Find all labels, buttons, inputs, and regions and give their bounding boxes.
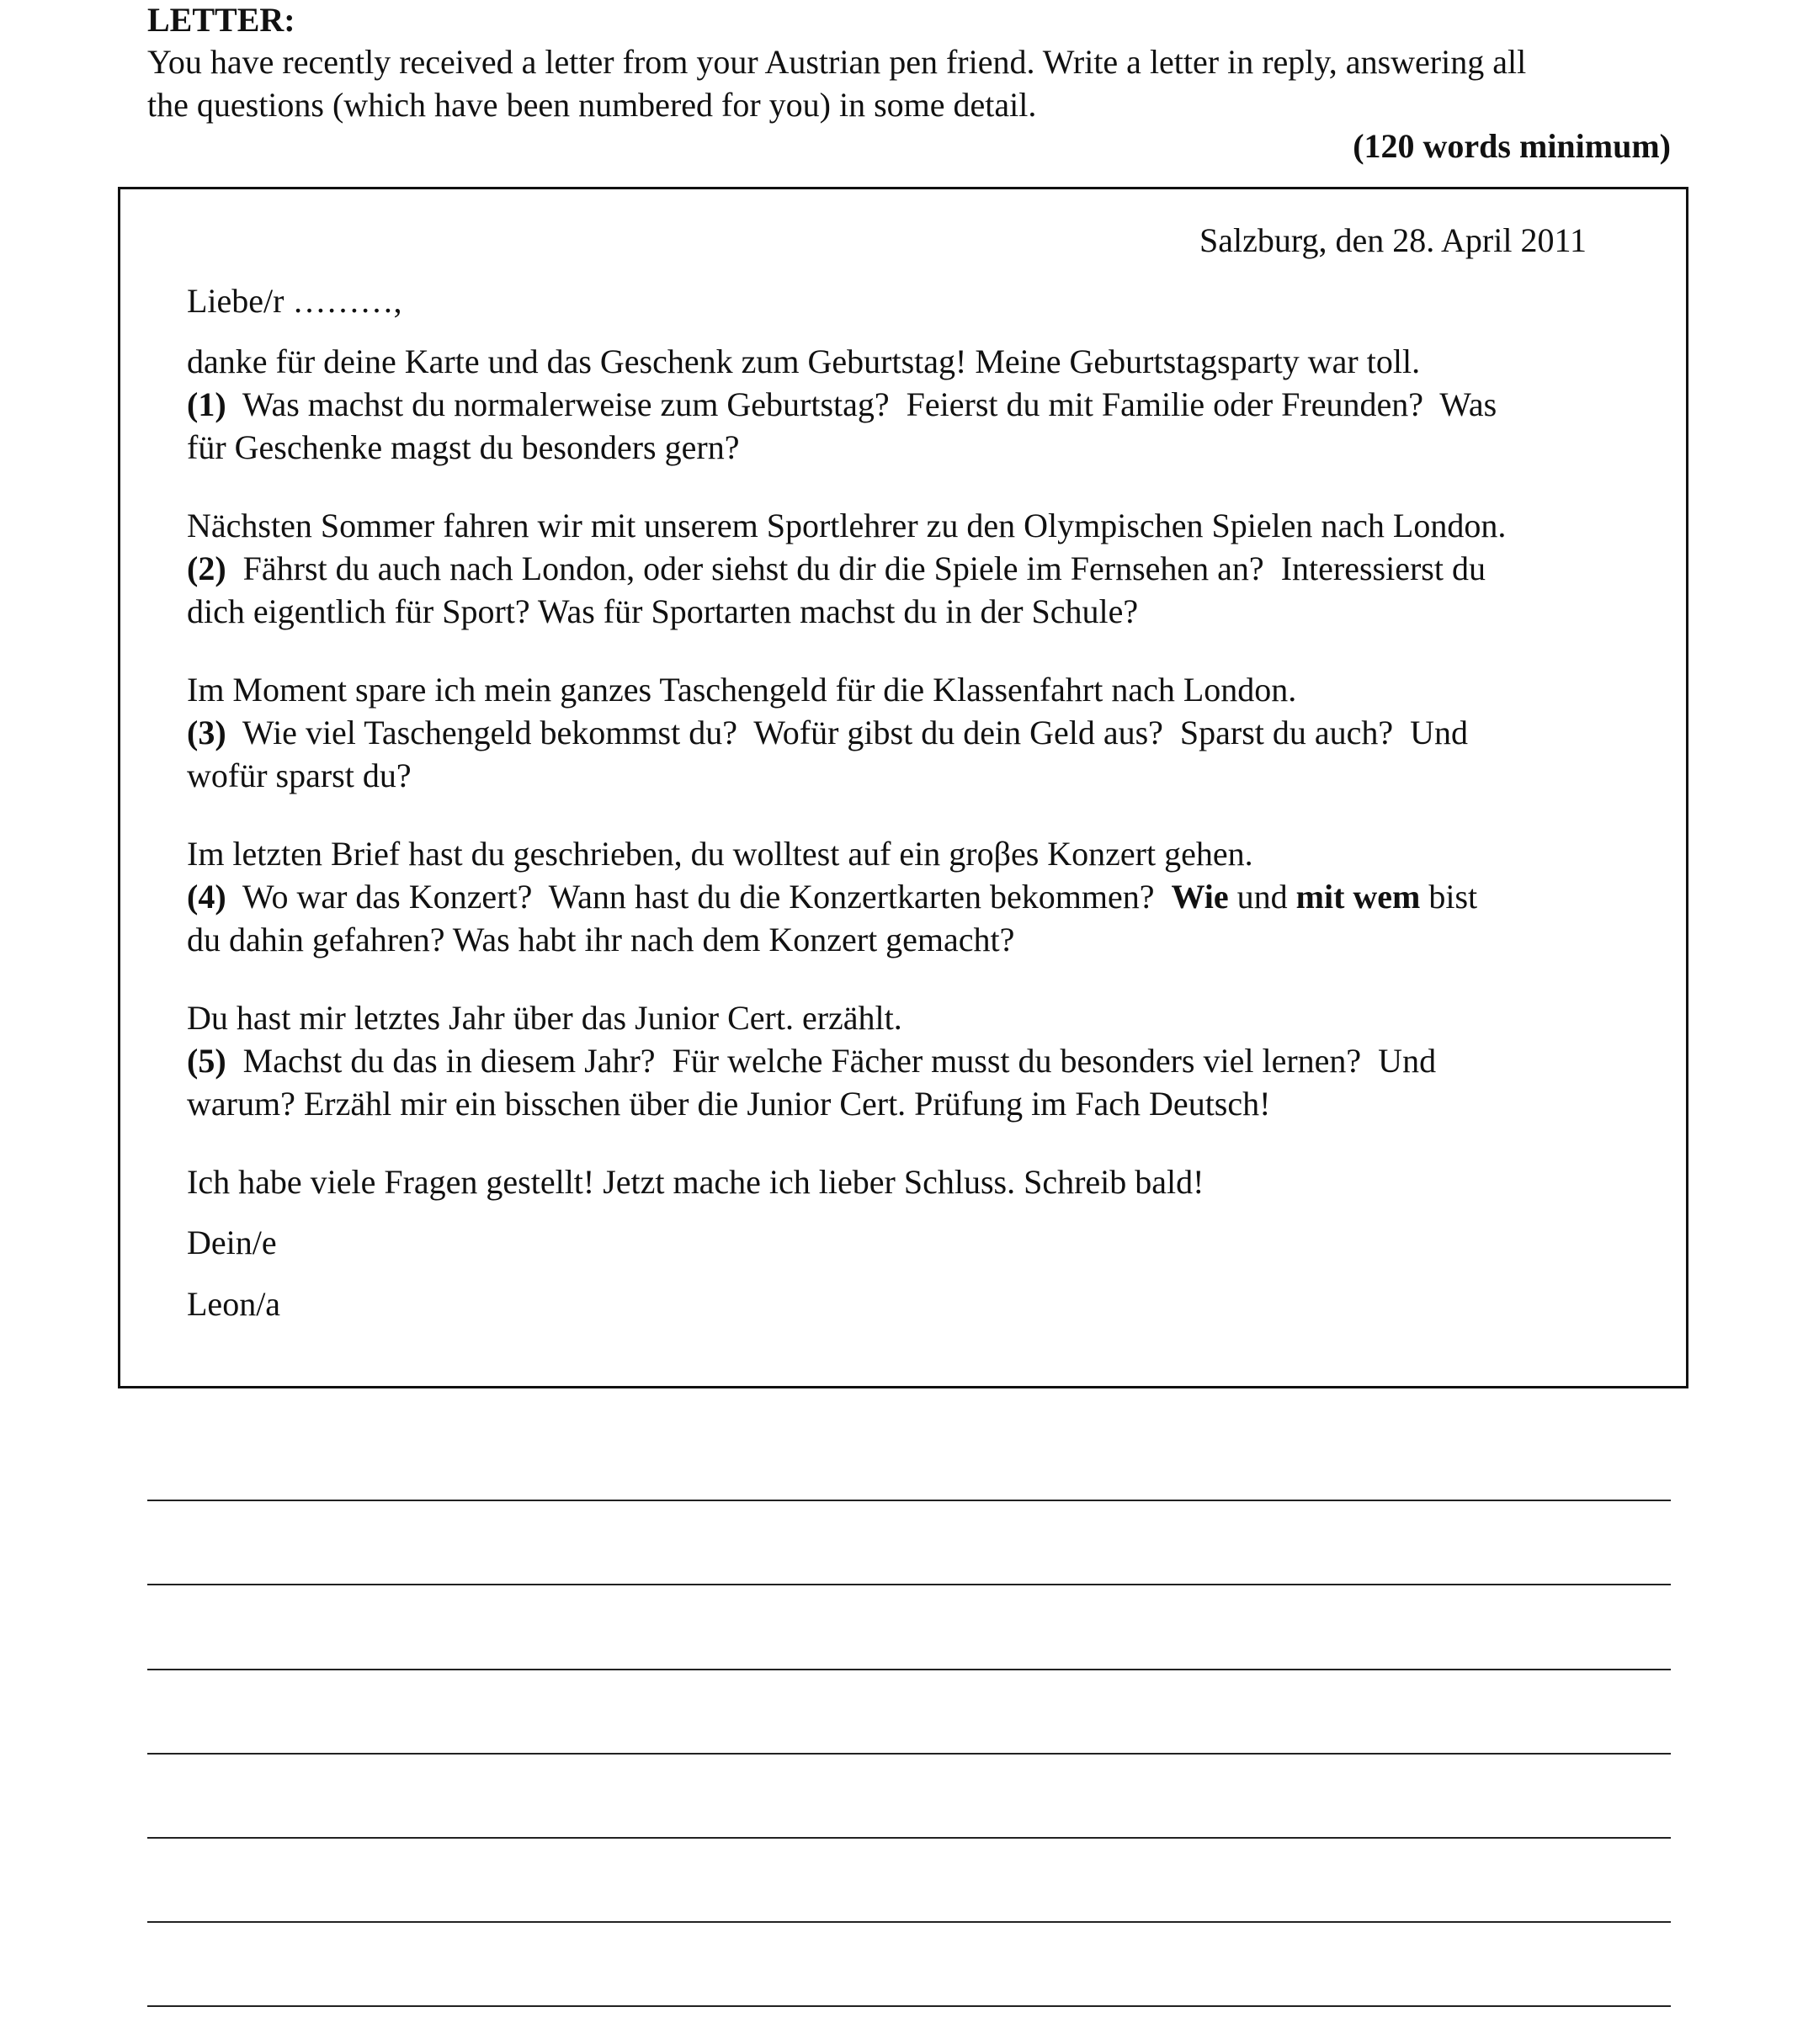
answer-line[interactable]: [147, 1921, 1671, 1923]
paragraph-intro: Im Moment spare ich mein ganzes Taschengeld für die Klassenfahrt nach London.: [187, 671, 1297, 709]
question-text: Machst du das in diesem Jahr? Für welche Fächer musst du besonders viel lernen? Und: [226, 1042, 1437, 1080]
instructions-line-1: You have recently received a letter from your Austrian pen friend. Write a letter in reply, answering all: [147, 43, 1527, 81]
answer-line[interactable]: [147, 1753, 1671, 1755]
letter-paragraph-4: [187, 832, 1635, 961]
letter-salutation: Liebe/r ………,: [187, 282, 402, 320]
task-instructions: [147, 40, 1688, 126]
word-count-requirement: (120 words minimum): [1353, 127, 1671, 165]
paragraph-intro: Im letzten Brief hast du geschrieben, du wolltest auf ein groβes Konzert gehen.: [187, 835, 1253, 873]
answer-line[interactable]: [147, 1584, 1671, 1585]
emphasis-wie: Wie: [1171, 878, 1229, 916]
paragraph-intro: danke für deine Karte und das Geschenk zum Geburtstag! Meine Geburtstagsparty war toll.: [187, 342, 1421, 380]
letter-paragraph-3: [187, 668, 1635, 797]
question-number-1: (1): [187, 385, 226, 423]
instructions-line-2: the questions (which have been numbered for you) in some detail.: [147, 86, 1037, 124]
letter-paragraph-1: [187, 340, 1635, 469]
task-heading: LETTER:: [147, 1, 295, 39]
letter-signoff: Dein/e: [187, 1224, 277, 1261]
question-line: wofür sparst du?: [187, 757, 412, 794]
question-text: Wo war das Konzert? Wann hast du die Konzertkarten bekommen?: [226, 878, 1172, 916]
question-line: warum? Erzähl mir ein bisschen über die Junior Cert. Prüfung im Fach Deutsch!: [187, 1085, 1271, 1123]
letter-paragraph-5: [187, 996, 1635, 1125]
question-number-3: (3): [187, 714, 226, 751]
question-text: Fährst du auch nach London, oder siehst du dir die Spiele im Fernsehen an? Interessierst du: [226, 549, 1486, 587]
question-text: Was machst du normalerweise zum Geburtstag? Feierst du mit Familie oder Freunden? Was: [226, 385, 1497, 423]
question-number-2: (2): [187, 549, 226, 587]
question-line: [187, 547, 1635, 590]
question-text: und: [1228, 878, 1296, 916]
question-line: [187, 711, 1635, 754]
letter-paragraph-2: [187, 504, 1635, 633]
letter-closing: Ich habe viele Fragen gestellt! Jetzt mache ich lieber Schluss. Schreib bald!: [187, 1163, 1204, 1201]
question-line: [187, 383, 1635, 426]
answer-line[interactable]: [147, 1837, 1671, 1839]
question-line: [187, 875, 1635, 918]
question-number-5: (5): [187, 1042, 226, 1080]
letter-signature: Leon/a: [187, 1285, 281, 1323]
question-line: [187, 1039, 1635, 1082]
question-text: bist: [1420, 878, 1478, 916]
paragraph-intro: Nächsten Sommer fahren wir mit unserem Sportlehrer zu den Olympischen Spielen nach London.: [187, 507, 1507, 544]
paragraph-intro: Du hast mir letztes Jahr über das Junior Cert. erzählt.: [187, 999, 902, 1037]
answer-line[interactable]: [147, 1500, 1671, 1501]
answer-line[interactable]: [147, 1669, 1671, 1670]
question-number-4: (4): [187, 878, 226, 916]
question-line: dich eigentlich für Sport? Was für Sportarten machst du in der Schule?: [187, 592, 1139, 630]
letter-date: Salzburg, den 28. April 2011: [1199, 221, 1587, 259]
question-line: für Geschenke magst du besonders gern?: [187, 428, 740, 466]
question-text: Wie viel Taschengeld bekommst du? Wofür gibst du dein Geld aus? Sparst du auch? Und: [226, 714, 1469, 751]
answer-line[interactable]: [147, 2005, 1671, 2007]
emphasis-mit-wem: mit wem: [1295, 878, 1421, 916]
question-line: du dahin gefahren? Was habt ihr nach dem Konzert gemacht?: [187, 921, 1015, 958]
